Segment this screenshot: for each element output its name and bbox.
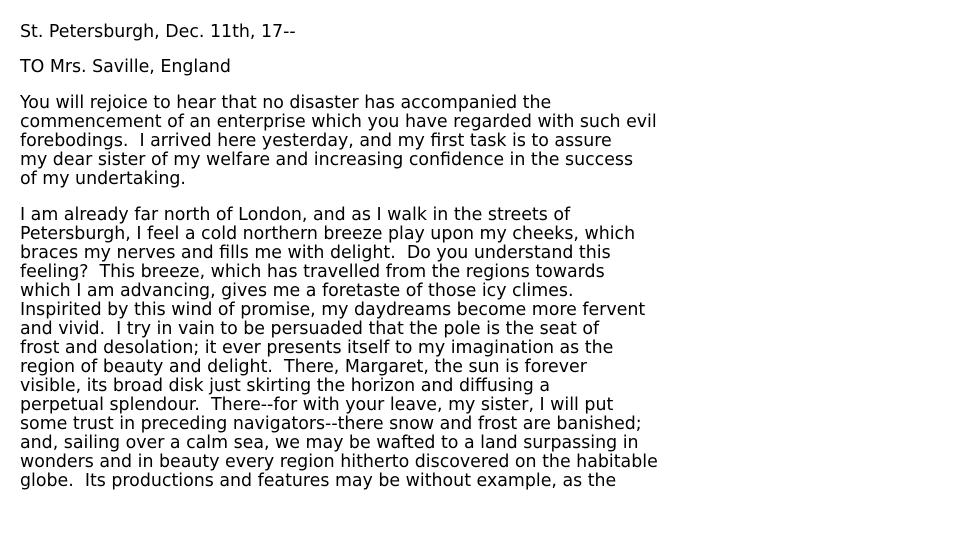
spacer	[20, 77, 940, 94]
paragraph-line: some trust in preceding navigators--there snow and frost are banished;	[20, 414, 642, 434]
spacer	[20, 42, 940, 58]
dateline: St. Petersburgh, Dec. 11th, 17--	[20, 22, 296, 42]
letter-page	[20, 23, 940, 491]
paragraph-line: my dear sister of my welfare and increasing confidence in the success	[20, 150, 634, 170]
paragraph-line: commencement of an enterprise which you have regarded with such evil	[20, 112, 657, 132]
paragraph-line: region of beauty and delight. There, Margaret, the sun is forever	[20, 357, 587, 377]
paragraph-line: Petersburgh, I feel a cold northern breeze play upon my cheeks, which	[20, 224, 636, 244]
paragraph-line: perpetual splendour. There--for with your leave, my sister, I will put	[20, 395, 614, 415]
paragraph-line: I am already far north of London, and as I walk in the streets of	[20, 205, 571, 225]
paragraph-line: and vivid. I try in vain to be persuaded that the pole is the seat of	[20, 319, 600, 339]
paragraph-line: Inspirited by this wind of promise, my daydreams become more fervent	[20, 300, 646, 320]
paragraph-line: You will rejoice to hear that no disaster has accompanied the	[20, 93, 552, 113]
paragraph-line: visible, its broad disk just skirting the horizon and diffusing a	[20, 376, 550, 396]
addressee: TO Mrs. Saville, England	[20, 57, 231, 77]
paragraph-line: which I am advancing, gives me a foretaste of those icy climes.	[20, 281, 574, 301]
paragraph-line: frost and desolation; it ever presents itself to my imagination as the	[20, 338, 614, 358]
paragraph-line: and, sailing over a calm sea, we may be wafted to a land surpassing in	[20, 433, 639, 453]
paragraph-line: braces my nerves and fills me with delight. Do you understand this	[20, 243, 611, 263]
paragraph-2	[20, 206, 940, 491]
paragraph-line: forebodings. I arrived here yesterday, and my first task is to assure	[20, 131, 612, 151]
spacer	[20, 189, 940, 206]
paragraph-line: globe. Its productions and features may be without example, as the	[20, 471, 617, 491]
paragraph-line: of my undertaking.	[20, 169, 186, 189]
paragraph-line: feeling? This breeze, which has travelled from the regions towards	[20, 262, 605, 282]
paragraph-line: wonders and in beauty every region hitherto discovered on the habitable	[20, 452, 658, 472]
paragraph-1	[20, 94, 940, 189]
